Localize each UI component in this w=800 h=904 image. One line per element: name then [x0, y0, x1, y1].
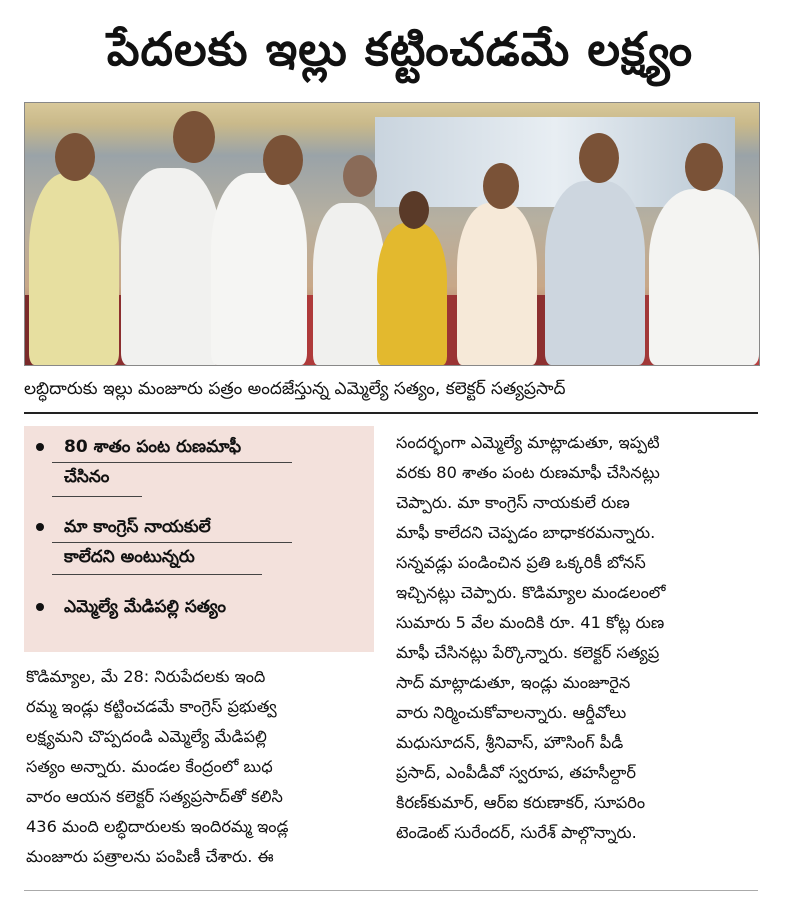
- body-line: సన్నవడ్లు పండించిన ప్రతి ఒక్కరికీ బోనస్: [396, 553, 646, 572]
- headline: పేదలకు ఇల్లు కట్టించడమే లక్ష్యం: [106, 22, 694, 76]
- photo-person: [313, 203, 385, 365]
- body-line: చెప్పారు. మా కాంగ్రెస్ నాయకులే రుణ: [396, 493, 630, 512]
- photo-person-head: [173, 111, 215, 163]
- photo-person: [29, 173, 119, 365]
- body-line: టెండెంట్ సురేందర్, సురేశ్ పాల్గొన్నారు.: [396, 823, 637, 842]
- highlight-rule: [52, 496, 142, 497]
- highlight-rule: [52, 542, 292, 543]
- bullet-icon: [36, 603, 44, 611]
- photo-person-head: [343, 155, 377, 197]
- photo-person: [545, 181, 645, 365]
- body-line: సుమారు 5 వేల మందికి రూ. 41 కోట్ల రుణ: [396, 613, 665, 632]
- highlights-box: [24, 426, 374, 652]
- body-line: మాఫీ చేసినట్లు పేర్కొన్నారు. కలెక్టర్ సత్యప్ర: [396, 643, 660, 662]
- photo-person-head: [685, 143, 723, 191]
- bullet-icon: [36, 443, 44, 451]
- news-photo: [24, 102, 760, 366]
- highlight-text: మా కాంగ్రెస్ నాయకులే కాలేదని అంటున్నరు: [64, 517, 211, 567]
- body-line: సత్యం అన్నారు. మండల కేంద్రంలో బుధ: [26, 757, 273, 776]
- highlight-rule: [52, 462, 292, 463]
- bullet-icon: [36, 523, 44, 531]
- photo-person: [457, 203, 537, 365]
- body-line: వారం ఆయన కలెక్టర్ సత్యప్రసాద్‌తో కలిసి: [26, 787, 283, 806]
- bottom-divider: [24, 890, 758, 891]
- photo-person-head: [399, 191, 429, 229]
- photo-person-head: [55, 133, 95, 181]
- body-line: మధుసూదన్, శ్రీనివాస్, హౌసింగ్ పీడీ: [396, 733, 624, 752]
- photo-person-head: [579, 133, 619, 183]
- body-line: 436 మంది లబ్ధిదారులకు ఇందిరమ్మ ఇండ్ల: [26, 817, 289, 836]
- photo-caption: లబ్ధిదారుకు ఇల్లు మంజూరు పత్రం అందజేస్తున్న ఎమ్మెల్యే సత్యం, కలెక్టర్ సత్యప్రసాద్: [24, 379, 566, 399]
- body-line: మంజూరు పత్రాలను పంపిణీ చేశారు. ఈ: [26, 847, 274, 866]
- highlight-rule: [52, 574, 262, 575]
- photo-person-head: [483, 163, 519, 209]
- caption-divider: [24, 412, 758, 414]
- body-line: వారు నిర్మించుకోవాలన్నారు. ఆర్డీవోలు: [396, 703, 627, 722]
- body-line: ఇచ్చినట్లు చెప్పారు. కొడిమ్యాల మండలంలో: [396, 583, 666, 602]
- highlight-text: 80 శాతం పంట రుణమాఫీ చేసినం: [64, 437, 242, 487]
- body-line: రమ్మ ఇండ్లు కట్టించడమే కాంగ్రెస్ ప్రభుత్వ: [26, 697, 277, 716]
- body-column-right: [396, 428, 758, 848]
- highlight-text: ఎమ్మెల్యే మేడిపల్లి సత్యం: [64, 597, 226, 617]
- body-line: మాఫీ కాలేదని చెప్పడం బాధాకరమన్నారు.: [396, 523, 656, 542]
- body-line: లక్ష్యమని చొప్పదండి ఎమ్మెల్యే మేడిపల్లి: [26, 727, 267, 746]
- body-line: కొడిమ్యాల, మే 28: నిరుపేదలకు ఇంది: [26, 667, 266, 686]
- photo-person-saree: [377, 223, 447, 365]
- photo-person: [121, 168, 221, 365]
- body-line: సందర్భంగా ఎమ్మెల్యే మాట్లాడుతూ, ఇప్పటి: [396, 433, 660, 452]
- highlight-item: [36, 592, 226, 622]
- photo-person-head: [263, 135, 303, 185]
- body-line: ప్రసాద్, ఎంపీడీవో స్వరూప, తహసీల్దార్: [396, 763, 636, 782]
- photo-person: [211, 173, 307, 365]
- body-line: కిరణ్‌కుమార్, ఆర్ఐ కరుణాకర్, సూపరిం: [396, 793, 646, 812]
- body-line: వరకు 80 శాతం పంట రుణమాఫీ చేసినట్లు: [396, 463, 660, 482]
- body-line: సాద్ మాట్లాడుతూ, ఇండ్లు మంజూరైన: [396, 673, 631, 692]
- body-column-left: [26, 662, 376, 872]
- photo-person: [649, 189, 759, 365]
